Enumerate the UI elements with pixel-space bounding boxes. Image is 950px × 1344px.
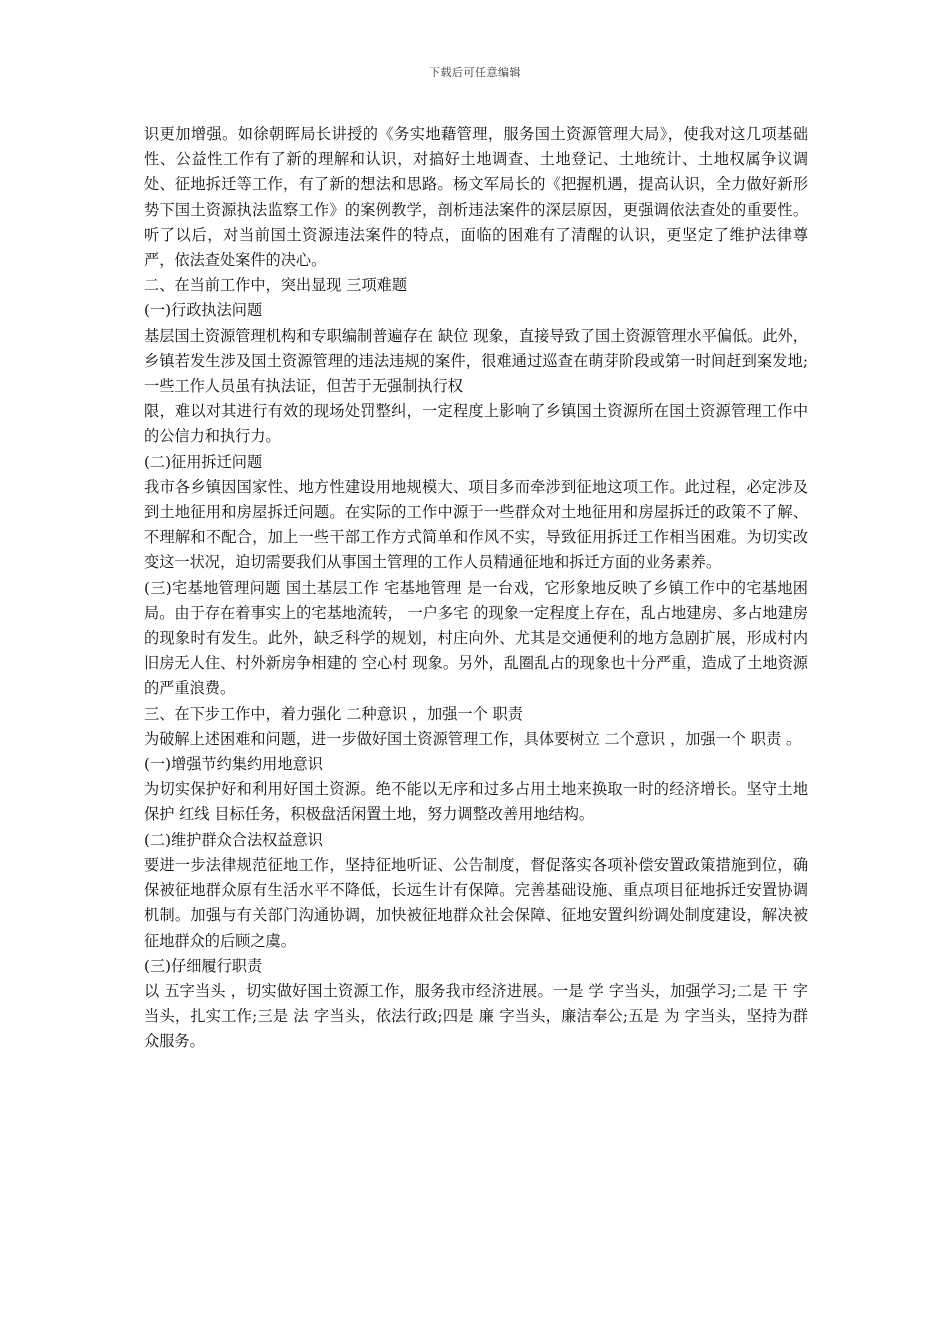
section-heading: 三、在下步工作中，着力强化 二种意识 ，加强一个 职责 bbox=[144, 704, 523, 723]
paragraph: 为破解上述困难和问题，进一步做好国土资源管理工作，具体要树立 二个意识 ，加强一个 职责 。 bbox=[144, 729, 802, 748]
subsection-heading: (三)仔细履行职责 bbox=[144, 956, 263, 975]
subsection-heading: (二)维护群众合法权益意识 bbox=[144, 830, 323, 849]
paragraph: 我市各乡镇因国家性、地方性建设用地规模大、项目多而牵涉到征地这项工作。此过程，必定涉及到土地征用和房屋拆迁问题。在实际的工作中源于一些群众对土地征用和房屋拆迁的政策不了解、不理解和不配合，加上一些干部工作方式简单和作风不实，导致征用拆迁工作相当困难。为切实改变这一状况，迫切需要我们从事国土管理的工作人员精通征地和拆迁方面的业务素养。 bbox=[144, 477, 808, 572]
paragraph: (三)宅基地管理问题 国土基层工作 宅基地管理 是一台戏，它形象地反映了乡镇工作中的宅基地困局。由于存在着事实上的宅基地流转， 一户多宅 的现象一定程度上存在，乱占地建房、多占地建房的现象时有发生。此外，缺乏科学的规划，村庄向外、尤其是交通便利的地方急剧扩展，形成村内旧房无人住、村外新房争相建的 空心村 现象。另外，乱圈乱占的现象也十分严重，造成了土地资源的严重浪费。 bbox=[144, 578, 808, 698]
subsection-heading: (二)征用拆迁问题 bbox=[144, 452, 263, 471]
subsection-heading: (一)行政执法问题 bbox=[144, 301, 263, 320]
paragraph: 限，难以对其进行有效的现场处罚整纠，一定程度上影响了乡镇国土资源所在国土资源管理工作中的公信力和执行力。 bbox=[144, 402, 808, 446]
paragraph: 要进一步法律规范征地工作，坚持征地听证、公告制度，督促落实各项补偿安置政策措施到位，确保被征地群众原有生活水平不降低，长远生计有保障。完善基础设施、重点项目征地拆迁安置协调机制。加强与有关部门沟通协调，加快被征地群众社会保障、征地安置纠纷调处制度建设，解决被征地群众的后顾之虞。 bbox=[144, 855, 808, 950]
paragraph: 为切实保护好和利用好国土资源。绝不能以无序和过多占用土地来换取一时的经济增长。坚守土地保护 红线 目标任务，积极盘活闲置土地，努力调整改善用地结构。 bbox=[144, 780, 808, 824]
paragraph: 以 五字当头 ，切实做好国土资源工作，服务我市经济进展。一是 学 字当头，加强学习;二是 干 字当头，扎实工作;三是 法 字当头，依法行政;四是 廉 字当头，廉洁奉公;五是 为 字当头，坚持为群众服务。 bbox=[144, 981, 808, 1051]
page-header: 下载后可任意编辑 bbox=[429, 66, 521, 79]
paragraph: 基层国土资源管理机构和专职编制普遍存在 缺位 现象，直接导致了国土资源管理水平偏低。此外，乡镇若发生涉及国土资源管理的违法违规的案件，很难通过巡查在萌芽阶段或第一时间赶到案发地;一些工作人员虽有执法证，但苦于无强制执行权 bbox=[144, 326, 808, 396]
document-body bbox=[144, 122, 808, 1055]
section-heading: 二、在当前工作中，突出显现 三项难题 bbox=[144, 276, 408, 295]
paragraph: 识更加增强。如徐朝晖局长讲授的《务实地藉管理，服务国土资源管理大局》，使我对这几项基础性、公益性工作有了新的理解和认识，对搞好土地调查、土地登记、土地统计、土地权属争议调处、征地拆迁等工作，有了新的想法和思路。杨文军局长的《把握机遇，提高认识，全力做好新形势下国土资源执法监察工作》的案例教学，剖析违法案件的深层原因，更强调依法查处的重要性。听了以后，对当前国土资源违法案件的特点，面临的困难有了清醒的认识，更坚定了维护法律尊严，依法查处案件的决心。 bbox=[144, 125, 808, 270]
subsection-heading: (一)增强节约集约用地意识 bbox=[144, 755, 323, 774]
